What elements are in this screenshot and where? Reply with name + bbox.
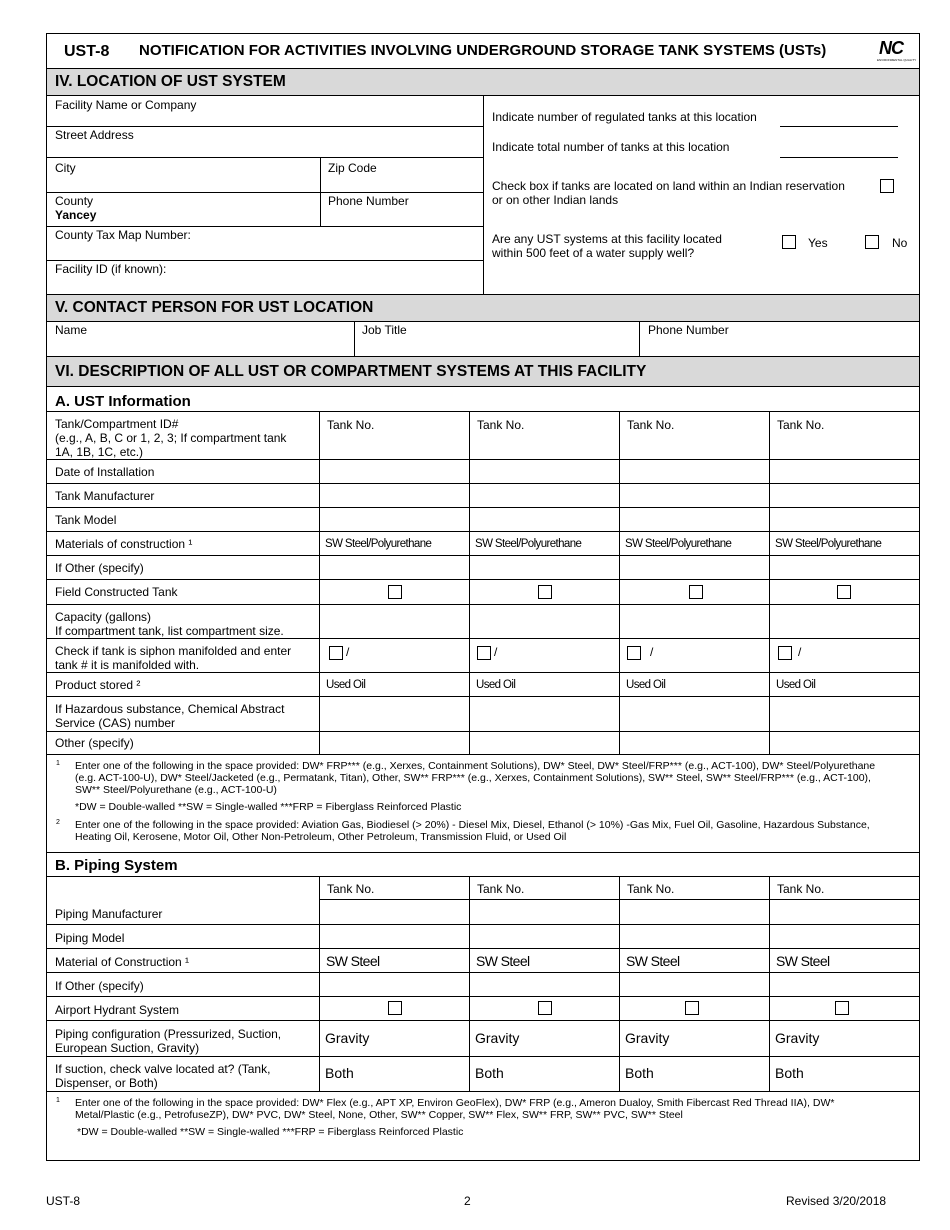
piping-material-value-4[interactable]: SW Steel (776, 953, 830, 969)
contact-phone-field[interactable] (640, 337, 919, 355)
divider (46, 996, 920, 997)
divider (46, 731, 920, 732)
piping-config-value-4[interactable]: Gravity (775, 1030, 820, 1046)
cas-label-line2: Service (CAS) number (55, 716, 176, 730)
facility-id-label: Facility ID (if known): (55, 262, 167, 276)
siphon-checkbox-2[interactable] (477, 646, 491, 660)
revision-date: Revised 3/20/2018 (786, 1194, 887, 1208)
section-v-heading: V. CONTACT PERSON FOR UST LOCATION (55, 299, 374, 316)
piping-config-value-3[interactable]: Gravity (625, 1030, 670, 1046)
product-value-4[interactable]: Used Oil (776, 679, 816, 691)
footnote-b-line1: Enter one of the following in the space provided: DW* Flex (e.g., APT XP, Environ GeoFlex), DW* FRP (e.g., Ameron Dualoy, Smith Fibercast Red Thread IIA), DW* (75, 1097, 835, 1109)
materials-value-2[interactable]: SW Steel/Polyurethane (475, 538, 582, 550)
footnote-b-legend: *DW = Double-walled **SW = Single-walled ***FRP = Fiberglass Reinforced Plastic (77, 1126, 464, 1138)
county-label: County (55, 194, 94, 208)
divider (46, 192, 483, 193)
divider (469, 411, 470, 754)
indian-land-label-line1: Check box if tanks are located on land within an Indian reservation (492, 179, 845, 193)
section-vi-heading: VI. DESCRIPTION OF ALL UST OR COMPARTMENT SYSTEMS AT THIS FACILITY (55, 363, 647, 380)
page-number: 2 (464, 1194, 471, 1208)
water-well-no-checkbox[interactable] (865, 235, 879, 249)
footnote-1-mark: 1 (56, 760, 60, 767)
check-valve-value-3[interactable]: Both (625, 1065, 654, 1081)
piping-manufacturer-label: Piping Manufacturer (55, 907, 163, 921)
piping-config-label-line1: Piping configuration (Pressurized, Suction, (55, 1027, 282, 1041)
water-well-yes-checkbox[interactable] (782, 235, 796, 249)
material-construction-label: Material of Construction ¹ (55, 955, 190, 969)
siphon-slash-1: / (346, 645, 350, 659)
divider (46, 972, 920, 973)
tank-no-3[interactable]: Tank No. (627, 418, 675, 432)
street-address-label: Street Address (55, 128, 134, 142)
divider (46, 696, 920, 697)
form-code: UST-8 (64, 43, 110, 60)
divider (46, 1020, 920, 1021)
total-tanks-field[interactable] (780, 157, 898, 158)
tank-no-2[interactable]: Tank No. (477, 418, 525, 432)
divider (46, 1056, 920, 1057)
divider (46, 672, 920, 673)
divider (483, 95, 484, 294)
siphon-label-line1: Check if tank is siphon manifolded and enter (55, 644, 292, 658)
divider (46, 948, 920, 949)
piping-material-value-1[interactable]: SW Steel (326, 953, 380, 969)
zip-code-label: Zip Code (328, 161, 377, 175)
cas-label-line1: If Hazardous substance, Chemical Abstract (55, 702, 285, 716)
footnote-legend: *DW = Double-walled **SW = Single-walled ***FRP = Fiberglass Reinforced Plastic (75, 801, 462, 813)
indian-land-checkbox[interactable] (880, 179, 894, 193)
divider (46, 226, 483, 227)
piping-material-value-3[interactable]: SW Steel (626, 953, 680, 969)
date-installation-label: Date of Installation (55, 465, 155, 479)
capacity-label-line2: If compartment tank, list compartment size. (55, 624, 284, 638)
siphon-label-line2: tank # it is manifolded with. (55, 658, 200, 672)
divider (46, 411, 920, 412)
materials-construction-label: Materials of construction ¹ (55, 537, 193, 551)
footnote-b-mark: 1 (56, 1097, 60, 1104)
divider (46, 924, 920, 925)
divider (46, 321, 920, 322)
check-valve-value-1[interactable]: Both (325, 1065, 354, 1081)
piping-config-value-2[interactable]: Gravity (475, 1030, 520, 1046)
siphon-slash-2: / (494, 645, 498, 659)
airport-hydrant-label: Airport Hydrant System (55, 1003, 180, 1017)
footnote-2-line1: Enter one of the following in the space provided: Aviation Gas, Biodiesel (> 20%) - Diesel Mix, Diesel, Ethanol (> 10%) -Gas Mix, Fuel Oil, Gasoline, Hazardous Substance, (75, 819, 870, 831)
other-specify-label: If Other (specify) (55, 561, 144, 575)
divider (769, 411, 770, 754)
divider (46, 459, 920, 460)
tax-map-field[interactable] (47, 242, 482, 259)
piping-tank-no-1[interactable]: Tank No. (327, 882, 375, 896)
street-address-field[interactable] (47, 142, 482, 156)
materials-value-3[interactable]: SW Steel/Polyurethane (625, 538, 732, 550)
siphon-checkbox-1[interactable] (329, 646, 343, 660)
airport-hydrant-checkbox-1[interactable] (388, 1001, 402, 1015)
airport-hydrant-checkbox-3[interactable] (685, 1001, 699, 1015)
job-title-label: Job Title (362, 323, 407, 337)
field-constructed-checkbox-4[interactable] (837, 585, 851, 599)
tank-id-label-line1: Tank/Compartment ID# (55, 417, 179, 431)
product-stored-label: Product stored ² (55, 678, 141, 692)
product-value-3[interactable]: Used Oil (626, 679, 666, 691)
check-valve-value-2[interactable]: Both (475, 1065, 504, 1081)
piping-config-label-line2: European Suction, Gravity) (55, 1041, 200, 1055)
tank-id-label-line3: 1A, 1B, 1C, etc.) (55, 445, 144, 459)
capacity-label-line1: Capacity (gallons) (55, 610, 152, 624)
check-valve-value-4[interactable]: Both (775, 1065, 804, 1081)
phone-number-label: Phone Number (328, 194, 409, 208)
divider (469, 876, 470, 1091)
divider (46, 483, 920, 484)
divider (46, 260, 483, 261)
footnote-1-line3: SW** Steel/Polyurethane (e.g., ACT-100-U) (75, 784, 277, 796)
field-constructed-checkbox-1[interactable] (388, 585, 402, 599)
piping-tank-no-2[interactable]: Tank No. (477, 882, 525, 896)
water-well-label-line1: Are any UST systems at this facility located (492, 232, 722, 246)
divider (619, 876, 620, 1091)
divider (46, 386, 920, 387)
city-field[interactable] (47, 175, 319, 191)
facility-id-field[interactable] (47, 276, 482, 293)
piping-tank-no-4[interactable]: Tank No. (777, 882, 825, 896)
job-title-field[interactable] (355, 337, 638, 355)
piping-other-specify-label: If Other (specify) (55, 979, 144, 993)
water-well-label-line2: within 500 feet of a water supply well? (492, 246, 695, 260)
zip-code-field[interactable] (321, 175, 482, 191)
siphon-slash-4: / (798, 645, 802, 659)
regulated-tanks-field[interactable] (780, 126, 898, 127)
tax-map-label: County Tax Map Number: (55, 228, 191, 242)
siphon-checkbox-4[interactable] (778, 646, 792, 660)
form-title: NOTIFICATION FOR ACTIVITIES INVOLVING UNDERGROUND STORAGE TANK SYSTEMS (USTs) (139, 42, 827, 59)
divider (319, 411, 320, 754)
tank-no-1[interactable]: Tank No. (327, 418, 375, 432)
county-value[interactable]: Yancey (55, 208, 97, 222)
divider (46, 604, 920, 605)
tank-no-4[interactable]: Tank No. (777, 418, 825, 432)
tank-model-label: Tank Model (55, 513, 117, 527)
product-value-1[interactable]: Used Oil (326, 679, 366, 691)
facility-name-field[interactable] (47, 112, 482, 125)
ust-information-heading: A. UST Information (55, 393, 191, 410)
check-valve-label-line2: Dispenser, or Both) (55, 1076, 158, 1090)
footnote-2-mark: 2 (56, 819, 60, 826)
phone-number-field[interactable] (321, 208, 482, 225)
check-valve-label-line1: If suction, check valve located at? (Tank, (55, 1062, 271, 1076)
divider (769, 876, 770, 1091)
logo-subtitle: ENVIRONMENTAL QUALITY (877, 58, 917, 62)
city-label: City (55, 161, 76, 175)
other-plain-label: Other (specify) (55, 736, 134, 750)
piping-system-heading: B. Piping System (55, 857, 178, 874)
regulated-tanks-label: Indicate number of regulated tanks at this location (492, 110, 757, 124)
piping-config-value-1[interactable]: Gravity (325, 1030, 370, 1046)
divider (619, 411, 620, 754)
field-constructed-label: Field Constructed Tank (55, 585, 178, 599)
siphon-checkbox-3[interactable] (627, 646, 641, 660)
field-constructed-checkbox-2[interactable] (538, 585, 552, 599)
footnote-1-line1: Enter one of the following in the space provided: DW* FRP*** (e.g., Xerxes, Containment Solutions), DW* Steel, DW* Steel/FRP*** (e.g., ACT-100), DW* Steel/Polyurethane (75, 760, 876, 772)
divider (46, 579, 920, 580)
piping-tank-no-3[interactable]: Tank No. (627, 882, 675, 896)
footnote-1-line2: (e.g. ACT-100-U), DW* Steel/Jacketed (e.g., Permatank, Titan), Other, SW** FRP*** (e.g., Xerxes, Containment Solutions), SW** Steel, SW** Steel/FRP*** (e.g., ACT-100), (75, 772, 871, 784)
footer-form-code: UST-8 (46, 1194, 81, 1208)
airport-hydrant-checkbox-2[interactable] (538, 1001, 552, 1015)
footnote-2-line2: Heating Oil, Kerosene, Motor Oil, Other Non-Petroleum, Other Petroleum, Transmission Fluid, or Used Oil (75, 831, 567, 843)
divider (46, 531, 920, 532)
divider (46, 126, 483, 127)
field-constructed-checkbox-3[interactable] (689, 585, 703, 599)
materials-value-1[interactable]: SW Steel/Polyurethane (325, 538, 432, 550)
materials-value-4[interactable]: SW Steel/Polyurethane (775, 538, 882, 550)
divider (319, 876, 320, 1091)
yes-label: Yes (808, 236, 828, 250)
tank-id-label-line2: (e.g., A, B, C or 1, 2, 3; If compartment tank (55, 431, 287, 445)
divider (46, 638, 920, 639)
no-label: No (892, 236, 908, 250)
divider (46, 876, 920, 877)
tank-manufacturer-label: Tank Manufacturer (55, 489, 155, 503)
divider (46, 1091, 920, 1092)
piping-material-value-2[interactable]: SW Steel (476, 953, 530, 969)
total-tanks-label: Indicate total number of tanks at this location (492, 140, 730, 154)
piping-model-label: Piping Model (55, 931, 125, 945)
divider (46, 754, 920, 755)
divider (46, 157, 483, 158)
contact-name-label: Name (55, 323, 88, 337)
divider (46, 852, 920, 853)
footnote-b-line2: Metal/Plastic (e.g., PetrofuseZP), DW* PVC, DW* Steel, None, Other, SW** Copper, SW** Flex, SW** FRP, SW** PVC, SW** Steel (75, 1109, 683, 1121)
facility-name-label: Facility Name or Company (55, 98, 197, 112)
product-value-2[interactable]: Used Oil (476, 679, 516, 691)
nc-logo: NC (879, 38, 903, 58)
section-iv-heading: IV. LOCATION OF UST SYSTEM (55, 73, 286, 90)
indian-land-label-line2: or on other Indian lands (492, 193, 619, 207)
divider (46, 507, 920, 508)
divider (46, 555, 920, 556)
airport-hydrant-checkbox-4[interactable] (835, 1001, 849, 1015)
contact-name-field[interactable] (47, 337, 353, 355)
contact-phone-label: Phone Number (648, 323, 729, 337)
siphon-slash-3: / (650, 645, 654, 659)
